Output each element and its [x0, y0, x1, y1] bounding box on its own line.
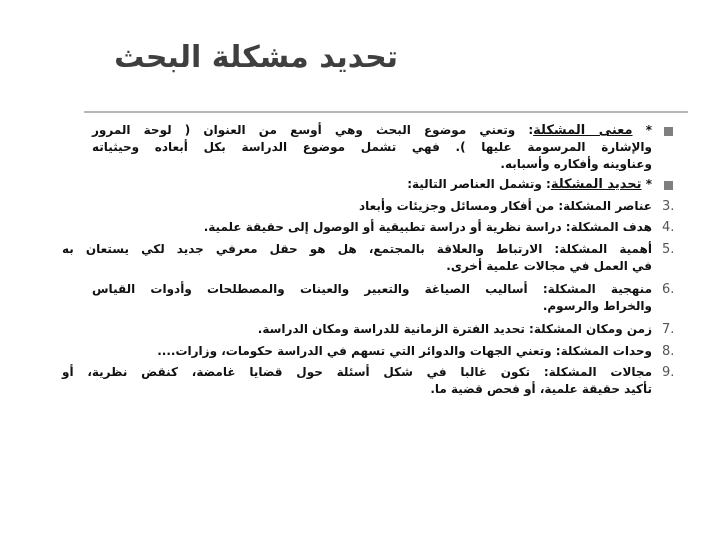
bullet-marker: 8.: [662, 344, 675, 359]
square-bullet-icon: [664, 127, 673, 136]
list-item: [0, 219, 728, 241]
item-line: مجالات المشكلة: تكون غالبا في شكل أسئلة حول قضايا غامضة، كنقض نظرية، أو: [62, 365, 652, 379]
title-divider: [84, 111, 688, 113]
list-item: [0, 364, 728, 404]
item-line: وعناوينه وأفكاره وأسبابه.: [500, 157, 652, 171]
square-bullet-icon: [664, 181, 673, 190]
item-line: تأكيد حقيقة علمية، أو فحص قضية ما.: [430, 382, 652, 396]
item-line: هدف المشكلة: دراسة نظرية أو دراسة تطبيقية أو الوصول إلى حقيقة علمية.: [203, 220, 652, 234]
star-mark: *: [645, 123, 652, 137]
item-text: [62, 241, 652, 275]
item-text: [92, 281, 652, 315]
bullet-marker: 5.: [662, 242, 675, 257]
bullet-marker: 6.: [662, 282, 675, 297]
item-text: [62, 364, 652, 398]
item-text: [92, 321, 652, 338]
item-line: عناصر المشكلة: من أفكار ومسائل وجزيئات وأبعاد: [358, 199, 652, 213]
list-item: [0, 241, 728, 281]
item-text: [92, 176, 652, 193]
item-line: والإشارة المرسومة عليها ). فهي تشمل موضوع الدراسة بكل أبعاده وحيثياته: [92, 140, 652, 154]
item-text: [62, 343, 652, 360]
bullet-marker: [662, 123, 702, 141]
item-line-text: : وتشمل العناصر التالية:: [407, 177, 551, 191]
item-line-text: : وتعني موضوع البحث وهي أوسع من العنوان ( لوحة المرور: [92, 123, 534, 137]
item-text: [92, 219, 652, 236]
item-line: والخراط والرسوم.: [542, 299, 652, 313]
list-item: [0, 176, 728, 198]
item-line: [92, 122, 652, 139]
item-line: في العمل في مجالات علمية أخرى.: [446, 259, 652, 273]
item-line: منهجية المشكلة: أساليب الصياغة والتعبير والعينات والمصطلحات وأدوات القياس: [92, 282, 652, 296]
bullet-marker: 9.: [662, 365, 675, 380]
item-text: [92, 122, 652, 173]
item-key: تحديد المشكلة: [550, 177, 642, 192]
list-item: [0, 122, 728, 176]
bullet-marker: 4.: [662, 220, 675, 235]
item-key: معنى المشكلة: [533, 123, 633, 138]
slide-title: تحديد مشكلة البحث: [114, 40, 398, 75]
list-item: [0, 198, 728, 219]
list-item: [0, 281, 728, 321]
list-item: [0, 321, 728, 343]
item-line: زمن ومكان المشكلة: تحديد الفترة الزمانية للدراسة ومكان الدراسة.: [257, 322, 652, 336]
bullet-list: [0, 122, 728, 404]
item-line: [92, 176, 652, 193]
item-line: أهمية المشكلة: الارتباط والعلاقة بالمجتمع، هل هو حقل معرفي جديد لكي يستعان به: [62, 242, 652, 256]
item-line: وحدات المشكلة: وتعني الجهات والدوائر التي تسهم في الدراسة حكومات، وزارات....: [157, 344, 652, 358]
star-mark: *: [645, 177, 652, 191]
bullet-marker: [662, 177, 702, 195]
item-text: [92, 198, 652, 215]
list-item: [0, 343, 728, 364]
bullet-marker: 3.: [662, 199, 675, 214]
bullet-marker: 7.: [662, 322, 675, 337]
